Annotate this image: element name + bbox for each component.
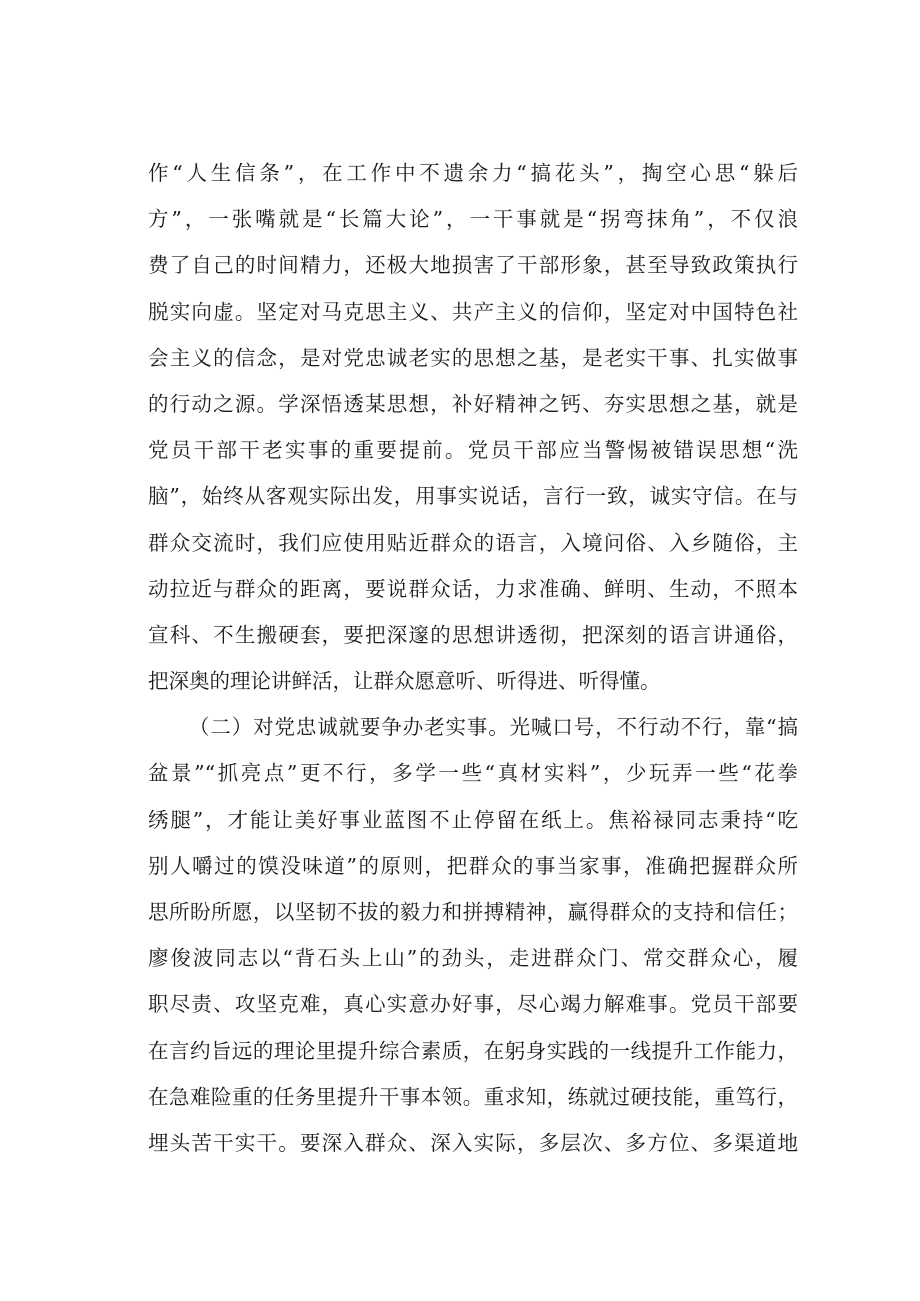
text-line: 会主义的信念，是对党忠诚老实的思想之基，是老实干事、扎实做事 [148, 345, 798, 370]
text-line: 把深奥的理论讲鲜活，让群众愿意听、听得进、听得懂。 [148, 669, 661, 694]
paragraph-2 [148, 704, 798, 1166]
text-line: 群众交流时，我们应使用贴近群众的语言，入境问俗、入乡随俗，主 [148, 530, 798, 555]
text-line: 脱实向虚。坚定对马克思主义、共产主义的信仰，坚定对中国特色社 [148, 299, 798, 324]
paragraph-1 [148, 150, 798, 704]
section-heading-line: （二）对党忠诚就要争办老实事。光喊口号，不行动不行，靠“搞 [189, 715, 798, 740]
text-line: 廖俊波同志以“背石头上山”的劲头，走进群众门、常交群众心，履 [148, 946, 798, 971]
text-line: 思所盼所愿，以坚韧不拔的毅力和拼搏精神，赢得群众的支持和信任； [148, 900, 798, 924]
text-line: 别人嚼过的馍没味道”的原则，把群众的事当家事，准确把握群众所 [148, 853, 798, 878]
text-line: 脑”，始终从客观实际出发，用事实说话，言行一致，诚实守信。在与 [148, 484, 798, 509]
text-line: 在急难险重的任务里提升干事本领。重求知，练就过硬技能，重笃行， [148, 1084, 798, 1109]
text-line: 宣科、不生搬硬套，要把深邃的思想讲透彻，把深刻的语言讲通俗， [148, 622, 798, 647]
text-line: 作“人生信条”，在工作中不遗余力“搞花头”，掏空心思“躲后 [148, 161, 798, 185]
text-line: 费了自己的时间精力，还极大地损害了干部形象，甚至导致政策执行 [148, 253, 798, 278]
text-line: 在言约旨远的理论里提升综合素质，在躬身实践的一线提升工作能力， [148, 1038, 798, 1063]
text-line: 绣腿”，才能让美好事业蓝图不止停留在纸上。焦裕禄同志秉持“吃 [148, 807, 798, 832]
text-line: 党员干部干老实事的重要提前。党员干部应当警惕被错误思想“洗 [148, 438, 798, 463]
body-text [148, 150, 798, 1166]
text-line: 方”，一张嘴就是“长篇大论”，一干事就是“拐弯抹角”，不仅浪 [148, 207, 798, 232]
text-line: 埋头苦干实干。要深入群众、深入实际，多层次、多方位、多渠道地 [148, 1130, 798, 1155]
text-line: 的行动之源。学深悟透某思想，补好精神之钙、夯实思想之基，就是 [148, 391, 798, 416]
text-line: 动拉近与群众的距离，要说群众话，力求准确、鲜明、生动，不照本 [148, 576, 798, 601]
text-line: 职尽责、攻坚克难，真心实意办好事，尽心竭力解难事。党员干部要 [148, 992, 798, 1017]
text-line: 盆景”“抓亮点”更不行，多学一些“真材实料”，少玩弄一些“花拳 [148, 761, 798, 786]
